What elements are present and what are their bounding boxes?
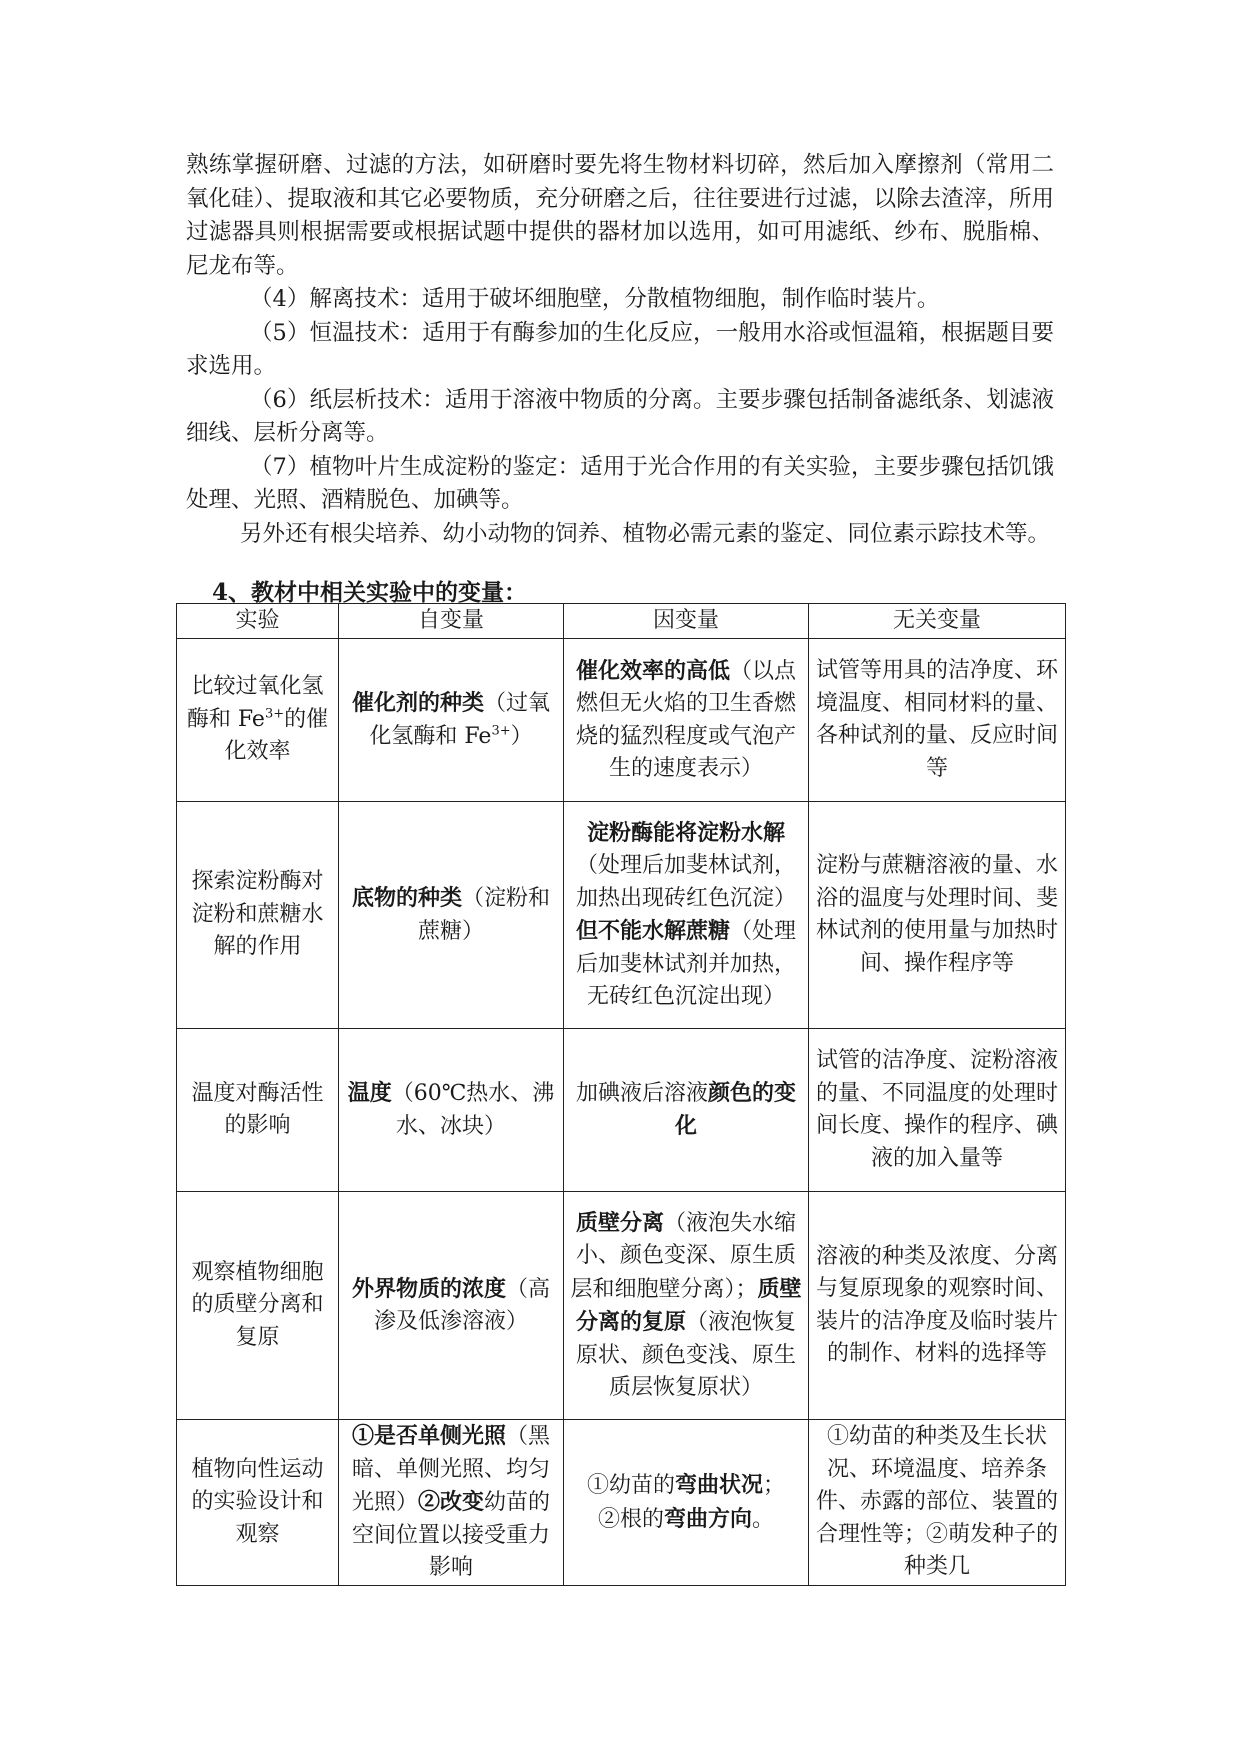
cell-independent-variable: 催化剂的种类（过氧化氢酶和 $Fe^{3+}$） xyxy=(339,639,564,802)
header-controlled-variable: 无关变量 xyxy=(809,604,1066,639)
cell-dependent-variable: 加碘液后溶液颜色的变化 xyxy=(564,1029,809,1192)
body-text xyxy=(186,149,1054,551)
cell-independent-variable: 外界物质的浓度（高渗及低渗溶液） xyxy=(339,1192,564,1420)
cell-experiment: 温度对酶活性的影响 xyxy=(177,1029,339,1192)
cell-controlled-variable: 溶液的种类及浓度、分离与复原现象的观察时间、装片的洁净度及临时装片的制作、材料的选择等 xyxy=(809,1192,1066,1420)
cell-controlled-variable: 试管的洁净度、淀粉溶液的量、不同温度的处理时间长度、操作的程序、碘液的加入量等 xyxy=(809,1029,1066,1192)
cell-dependent-variable: 质壁分离（液泡失水缩小、颜色变深、原生质层和细胞壁分离）；质壁分离的复原（液泡恢复原状、颜色变浅、原生质层恢复原状） xyxy=(564,1192,809,1420)
table-row xyxy=(177,802,1066,1029)
cell-controlled-variable: 试管等用具的洁净度、环境温度、相同材料的量、各种试剂的量、反应时间等 xyxy=(809,639,1066,802)
paragraph-starch-test: （7）植物叶片生成淀粉的鉴定：适用于光合作用的有关实验，主要步骤包括饥饿处理、光照、酒精脱色、加碘等。 xyxy=(186,453,1054,513)
paragraph-dissociation: （4）解离技术：适用于破坏细胞壁，分散植物细胞，制作临时装片。 xyxy=(250,286,940,312)
cell-controlled-variable: 淀粉与蔗糖溶液的量、水浴的温度与处理时间、斐林试剂的使用量与加热时间、操作程序等 xyxy=(809,802,1066,1029)
paragraph-grinding: 熟练掌握研磨、过滤的方法，如研磨时要先将生物材料切碎，然后加入摩擦剂（常用二氧化硅）、提取液和其它必要物质，充分研磨之后，往往要进行过滤，以除去渣滓，所用过滤器具则根据需要或根据试题中提供的器材加以选用，如可用滤纸、纱布、脱脂棉、尼龙布等。 xyxy=(186,152,1054,279)
header-independent-variable: 自变量 xyxy=(339,604,564,639)
paragraph-other-techniques: 另外还有根尖培养、幼小动物的饲养、植物必需元素的鉴定、同位素示踪技术等。 xyxy=(240,520,1051,547)
cell-experiment: 探索淀粉酶对淀粉和蔗糖水解的作用 xyxy=(177,802,339,1029)
paragraph-chromatography: （6）纸层析技术：适用于溶液中物质的分离。主要步骤包括制备滤纸条、划滤液细线、层析分离等。 xyxy=(186,386,1054,446)
variables-table xyxy=(176,603,1066,1586)
cell-experiment: 植物向性运动的实验设计和观察 xyxy=(177,1420,339,1586)
table-row xyxy=(177,1029,1066,1192)
cell-independent-variable: 温度（60℃热水、沸水、冰块） xyxy=(339,1029,564,1192)
section-heading: 4、教材中相关实验中的变量： xyxy=(212,579,528,606)
table-row xyxy=(177,639,1066,802)
header-experiment: 实验 xyxy=(177,604,339,639)
cell-independent-variable: 底物的种类（淀粉和蔗糖） xyxy=(339,802,564,1029)
cell-dependent-variable: ①幼苗的弯曲状况； ②根的弯曲方向。 xyxy=(564,1420,809,1586)
cell-experiment: 比较过氧化氢酶和 $Fe^{3+}$的催化效率 xyxy=(177,639,339,802)
cell-experiment: 观察植物细胞的质壁分离和复原 xyxy=(177,1192,339,1420)
cell-controlled-variable: ①幼苗的种类及生长状况、环境温度、培养条件、赤露的部位、装置的合理性等；②萌发种子的种类几 xyxy=(809,1420,1066,1586)
cell-dependent-variable: 催化效率的高低（以点燃但无火焰的卫生香燃烧的猛烈程度或气泡产生的速度表示） xyxy=(564,639,809,802)
paragraph-constant-temperature: （5）恒温技术：适用于有酶参加的生化反应，一般用水浴或恒温箱，根据题目要求选用。 xyxy=(186,319,1054,379)
table-header-row xyxy=(177,604,1066,639)
table-row xyxy=(177,1420,1066,1586)
cell-dependent-variable: 淀粉酶能将淀粉水解（处理后加斐林试剂，加热出现砖红色沉淀）但不能水解蔗糖（处理后加斐林试剂并加热，无砖红色沉淀出现） xyxy=(564,802,809,1029)
header-dependent-variable: 因变量 xyxy=(564,604,809,639)
cell-independent-variable: ①是否单侧光照（黑暗、单侧光照、均匀光照）②改变幼苗的空间位置以接受重力影响 xyxy=(339,1420,564,1586)
table-row xyxy=(177,1192,1066,1420)
